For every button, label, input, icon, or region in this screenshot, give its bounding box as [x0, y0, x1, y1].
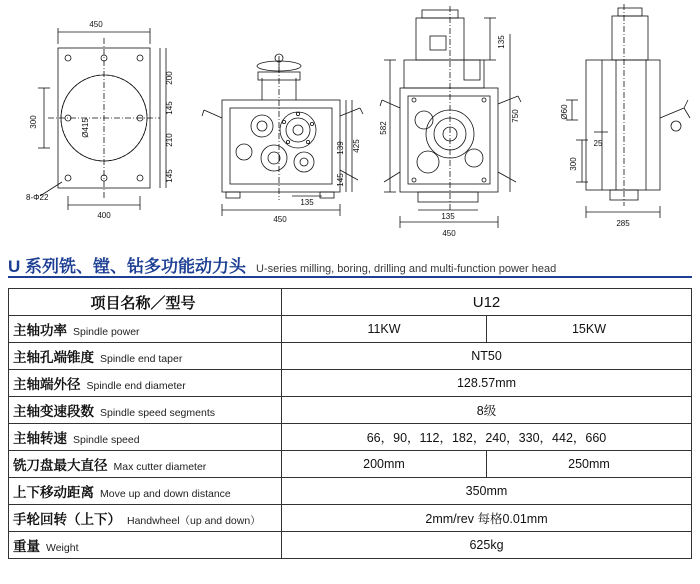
- row-label-cell: [9, 370, 282, 397]
- table-row: [9, 370, 692, 397]
- dim-25: 25: [593, 139, 603, 148]
- dim-300-side: 300: [569, 157, 578, 171]
- dim-dia60: Ø60: [560, 104, 569, 120]
- row-label-en: Max cutter diameter: [113, 460, 207, 473]
- dim-145a: 145: [165, 101, 174, 115]
- dim-139: 139: [336, 141, 345, 155]
- page-title-cn: U 系列铣、镗、钻多功能动力头: [8, 257, 246, 276]
- side-gearbox-view: [200, 0, 380, 245]
- table-row: [9, 451, 692, 478]
- dim-145b: 145: [165, 169, 174, 183]
- section-title: [0, 252, 700, 277]
- dim-210: 210: [165, 133, 174, 147]
- row-label-cell: [9, 397, 282, 424]
- row-label-cn: 主轴变速段数: [13, 403, 94, 419]
- table-row: [9, 343, 692, 370]
- row-value-cell: 200mm: [282, 451, 487, 478]
- row-label-cell: [9, 478, 282, 505]
- table-row: [9, 532, 692, 559]
- dim-dia415: Ø415: [81, 118, 90, 138]
- header-model-cell: U12: [282, 289, 692, 316]
- row-label-cn: 铣刀盘最大直径: [13, 457, 108, 473]
- row-value-cell: 250mm: [487, 451, 692, 478]
- technical-drawings: [0, 0, 700, 245]
- dim-135-side: 135: [300, 198, 314, 207]
- dim-8xdia22: 8-Φ22: [26, 193, 49, 202]
- dim-200: 200: [165, 71, 174, 85]
- dim-400: 400: [97, 211, 111, 220]
- row-value-cell: 8级: [282, 397, 692, 424]
- row-label-cn: 主轴端外径: [13, 376, 81, 392]
- header-label: 项目名称／型号: [90, 294, 196, 312]
- row-value-cell: 66，90，112，182，240，330，442，660: [282, 424, 692, 451]
- row-label-cell: [9, 424, 282, 451]
- row-label-cn: 重量: [13, 538, 40, 554]
- row-label-en: Handwheel（up and down）: [127, 514, 261, 527]
- dim-300: 300: [29, 115, 38, 129]
- row-label-en: Spindle speed segments: [100, 406, 215, 419]
- row-label-cn: 上下移动距离: [13, 484, 94, 500]
- front-plate-view: [0, 0, 200, 245]
- row-label-cn: 手轮回转（上下）: [13, 511, 121, 527]
- row-label-en: Move up and down distance: [100, 487, 231, 500]
- title-divider: [8, 276, 692, 278]
- row-label-cell: [9, 505, 282, 532]
- table-row: [9, 478, 692, 505]
- motor-front-view: [378, 0, 558, 245]
- row-value-cell: 15KW: [487, 316, 692, 343]
- header-label-cell: [9, 289, 282, 316]
- table-row: [9, 505, 692, 532]
- table-row: [9, 424, 692, 451]
- motor-side-view: [558, 0, 700, 245]
- row-label-cell: [9, 451, 282, 478]
- page-title-en: U-series milling, boring, drilling and multi-function power head: [256, 263, 557, 275]
- spec-table: [8, 288, 692, 559]
- dim-145-side: 145: [336, 173, 345, 187]
- row-value-cell: 128.57mm: [282, 370, 692, 397]
- dim-285: 285: [616, 219, 630, 228]
- dim-750: 750: [511, 109, 520, 123]
- row-label-en: Spindle end taper: [100, 352, 183, 365]
- table-row: [9, 316, 692, 343]
- dim-135-bottom: 135: [441, 212, 455, 221]
- table-header-row: [9, 289, 692, 316]
- row-label-en: Weight: [46, 541, 79, 554]
- dim-450: 450: [89, 20, 103, 29]
- dim-450-side: 450: [273, 215, 287, 224]
- row-label-cn: 主轴转速: [13, 430, 67, 446]
- dim-450-bottom: 450: [442, 229, 456, 238]
- dim-582: 582: [379, 121, 388, 135]
- dim-135-top: 135: [497, 35, 506, 49]
- row-value-cell: 625kg: [282, 532, 692, 559]
- row-label-en: Spindle power: [73, 325, 140, 338]
- row-value-cell: 2mm/rev 每格0.01mm: [282, 505, 692, 532]
- row-label-cn: 主轴功率: [13, 322, 67, 338]
- row-label-cn: 主轴孔端锥度: [13, 349, 94, 365]
- row-label-en: Spindle speed: [73, 433, 140, 446]
- row-label-cell: [9, 343, 282, 370]
- row-label-cell: [9, 532, 282, 559]
- row-value-cell: 11KW: [282, 316, 487, 343]
- row-value-cell: NT50: [282, 343, 692, 370]
- row-label-en: Spindle end diameter: [86, 379, 186, 392]
- row-value-cell: 350mm: [282, 478, 692, 505]
- dim-425: 425: [352, 139, 361, 153]
- table-row: [9, 397, 692, 424]
- row-label-cell: [9, 316, 282, 343]
